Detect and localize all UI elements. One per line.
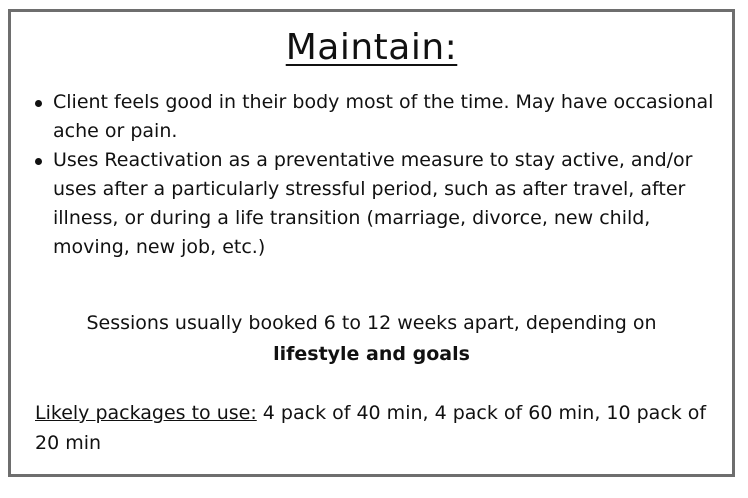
criteria-list [35,88,716,262]
session-frequency-text: Sessions usually booked 6 to 12 weeks apart, depending on [86,312,657,334]
session-frequency [11,308,732,370]
criteria-item: Uses Reactivation as a preventative measure to stay active, and/or uses after a particularly stressful period, such as after travel, after illness, or during a life transition (marriage, divorce, new child, moving, new job, etc.) [35,146,716,262]
packages [35,398,716,458]
session-frequency-emphasis: lifestyle and goals [273,343,470,365]
maintain-card [8,9,735,477]
card-title: Maintain: [285,27,458,68]
packages-label: Likely packages to use: [35,402,257,424]
packages-text: 4 pack of 40 min, 4 pack of 60 min, 10 pack of 20 min [35,402,707,454]
criteria-item: Client feels good in their body most of the time. May have occasional ache or pain. [35,88,716,146]
